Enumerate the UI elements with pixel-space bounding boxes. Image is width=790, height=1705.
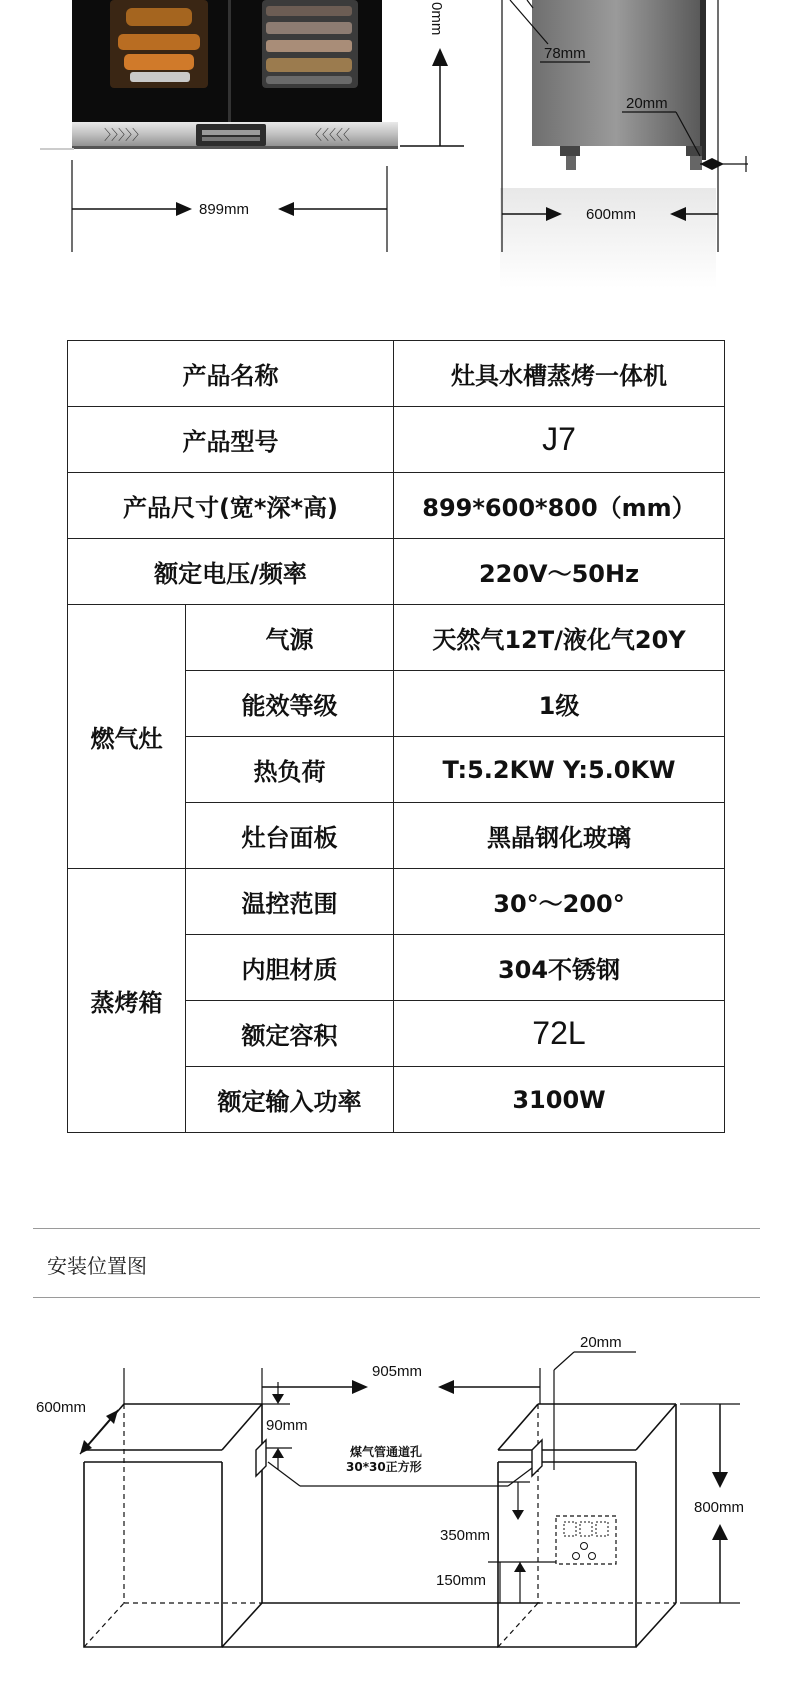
width-label: 899mm [199, 201, 250, 218]
spec-label: 温控范围 [186, 869, 394, 935]
product-dimension-figure [0, 0, 790, 300]
install-diagram-drawing [0, 1300, 790, 1705]
vent-marks-right: 〈〈〈〈〈 [308, 128, 350, 144]
width-dimension [72, 160, 387, 252]
spec-value: 304不锈钢 [394, 935, 725, 1001]
table-row [68, 341, 725, 407]
spec-value: 3100W [394, 1067, 725, 1133]
height-partial-label: 0mm [428, 2, 445, 36]
spec-label: 额定容积 [186, 1001, 394, 1067]
install-depth-dimension [36, 1399, 118, 1454]
table-row [68, 869, 725, 935]
spec-value: 天然气12T/液化气20Y [394, 605, 725, 671]
spec-value: 灶具水槽蒸烤一体机 [394, 341, 725, 407]
vent-marks-left: 〉〉〉〉〉 [104, 128, 146, 144]
back-wall [222, 1603, 540, 1647]
table-row [68, 407, 725, 473]
spec-table [67, 340, 725, 1133]
section-divider-top [33, 1228, 760, 1229]
table-row [68, 473, 725, 539]
edge-offset-label: 20mm [626, 95, 668, 112]
spec-label: 产品名称 [68, 341, 394, 407]
install-height-label: 800mm [694, 1499, 745, 1516]
depth-offset-label: 78mm [544, 45, 586, 62]
cabinet-side-view [500, 0, 748, 288]
depth-label: 600mm [586, 206, 637, 223]
right-cabinet [498, 1404, 676, 1647]
spec-value: 黑晶钢化玻璃 [394, 803, 725, 869]
spec-value: 220V～50Hz [394, 539, 725, 605]
install-width-dimension [124, 1363, 540, 1404]
height-dimension [400, 2, 464, 146]
spec-value: 30°～200° [394, 869, 725, 935]
spec-value: J7 [394, 407, 725, 473]
drop-dimension [262, 1382, 308, 1470]
gas-hole-label-2: 30*30正方形 [346, 1460, 422, 1474]
spec-label: 产品型号 [68, 407, 394, 473]
cabinet-front [40, 0, 398, 150]
spec-value: 72L [394, 1001, 725, 1067]
gas-hole-label-1: 煤气管通道孔 [350, 1445, 423, 1459]
gap-label: 20mm [580, 1334, 622, 1351]
install-diagram [0, 1300, 790, 1705]
spec-value: 899*600*800（mm） [394, 473, 725, 539]
gas-pipe-hole [256, 1440, 542, 1486]
socket-low-label: 150mm [436, 1572, 487, 1589]
spec-label: 气源 [186, 605, 394, 671]
spec-label: 额定电压/频率 [68, 539, 394, 605]
socket-high-label: 350mm [440, 1527, 491, 1544]
install-section-title: 安装位置图 [47, 1254, 147, 1278]
table-row [68, 605, 725, 671]
product-dimension-drawing [0, 0, 790, 300]
drop-label: 90mm [266, 1417, 308, 1434]
socket-dimension [436, 1482, 616, 1603]
spec-label: 额定输入功率 [186, 1067, 394, 1133]
install-height-dimension [680, 1404, 744, 1603]
group-label-gas-stove: 燃气灶 [68, 605, 186, 869]
socket-box [556, 1516, 616, 1564]
spec-label: 能效等级 [186, 671, 394, 737]
spec-label: 内胆材质 [186, 935, 394, 1001]
spec-label: 灶台面板 [186, 803, 394, 869]
spec-label: 热负荷 [186, 737, 394, 803]
install-width-label: 905mm [372, 1363, 423, 1380]
spec-label: 产品尺寸(宽*深*高) [68, 473, 394, 539]
table-row [68, 539, 725, 605]
spec-value: 1级 [394, 671, 725, 737]
left-cabinet [84, 1404, 262, 1647]
install-depth-label: 600mm [36, 1399, 87, 1416]
section-divider-bottom [33, 1297, 760, 1298]
spec-value: T:5.2KW Y:5.0KW [394, 737, 725, 803]
group-label-steam-oven: 蒸烤箱 [68, 869, 186, 1133]
